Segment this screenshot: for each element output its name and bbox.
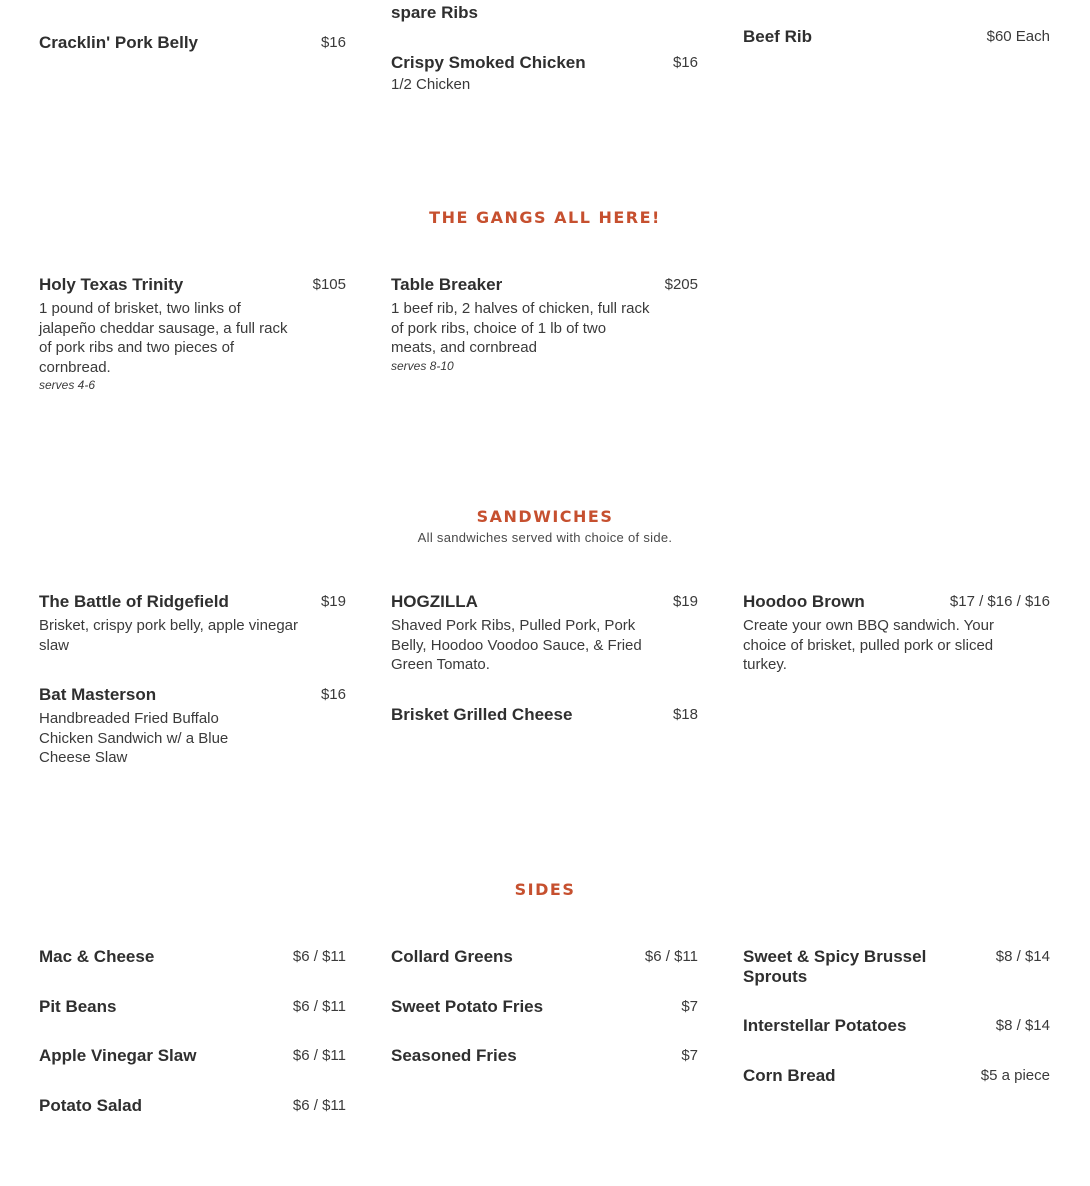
item-price: $19 xyxy=(672,593,698,610)
item-price: $60 Each xyxy=(986,28,1050,45)
menu-item-pork-belly xyxy=(39,33,346,53)
item-name: Pit Beans xyxy=(39,997,117,1016)
item-price: $6 / $11 xyxy=(292,1097,346,1114)
item-name: Brisket Grilled Cheese xyxy=(391,705,573,724)
item-price: $17 / $16 / $16 xyxy=(949,593,1050,610)
item-name: HOGZILLA xyxy=(391,592,478,611)
item-serves-note: serves 8-10 xyxy=(391,358,454,373)
item-price: $8 / $14 xyxy=(995,948,1050,965)
section-title-sides: SIDES xyxy=(514,880,576,899)
menu-item-potato-salad xyxy=(39,1096,346,1116)
item-name: Hoodoo Brown xyxy=(743,592,865,611)
item-name: Table Breaker xyxy=(391,275,503,294)
item-description: Shaved Pork Ribs, Pulled Pork, Pork Belly, Hoodoo Voodoo Sauce, & Fried Green Tomato. xyxy=(391,617,642,673)
item-price: $8 / $14 xyxy=(995,1017,1050,1034)
item-price: $7 xyxy=(681,1047,698,1064)
item-name: Mac & Cheese xyxy=(39,947,155,966)
menu-item-apple-vinegar-slaw xyxy=(39,1046,346,1066)
item-name: Potato Salad xyxy=(39,1096,142,1115)
item-price: $16 xyxy=(672,54,698,71)
item-name: Interstellar Potatoes xyxy=(743,1016,907,1035)
item-name: spare Ribs xyxy=(391,3,478,22)
item-serves-note: serves 4-6 xyxy=(39,378,96,392)
item-name: Beef Rib xyxy=(743,27,812,46)
item-name: Collard Greens xyxy=(391,947,513,966)
item-price: $6 / $11 xyxy=(292,1047,346,1064)
item-name: Bat Masterson xyxy=(39,685,157,704)
item-price: $6 / $11 xyxy=(644,948,698,965)
menu-item-holy-texas-trinity xyxy=(39,275,346,393)
menu-item-seasoned-fries xyxy=(391,1046,698,1066)
menu-item-table-breaker xyxy=(391,275,698,374)
section-title-gangs: THE GANGS ALL HERE! xyxy=(429,208,661,227)
menu-item-spare-ribs xyxy=(391,3,651,23)
item-name: The Battle of Ridgefield xyxy=(39,592,229,611)
item-price: $16 xyxy=(320,686,346,703)
item-description: Handbreaded Fried Buffalo Chicken Sandwich w/ a Blue Cheese Slaw xyxy=(39,710,229,766)
item-price: $18 xyxy=(672,706,698,723)
menu-item-smoked-chicken xyxy=(391,53,698,95)
item-name: Seasoned Fries xyxy=(391,1046,517,1065)
menu-item-pit-beans xyxy=(39,997,346,1017)
menu-item-hogzilla xyxy=(391,592,698,675)
item-description: Create your own BBQ sandwich. Your choice of brisket, pulled pork or sliced turkey. xyxy=(743,617,994,673)
item-price: $6 / $11 xyxy=(292,998,346,1015)
menu-item-bat-masterson xyxy=(39,685,346,768)
item-name: Sweet & Spicy Brussel Sprouts xyxy=(743,947,927,986)
item-price: $205 xyxy=(664,276,698,293)
item-description: 1 pound of brisket, two links of jalapeño cheddar sausage, a full rack of pork ribs and two pieces of cornbread. xyxy=(39,300,288,376)
section-title-sandwiches: SANDWICHES xyxy=(476,507,614,526)
menu-item-interstellar-potatoes xyxy=(743,1016,1050,1036)
menu-item-collard-greens xyxy=(391,947,698,967)
menu-item-corn-bread xyxy=(743,1066,1050,1086)
item-price: $5 a piece xyxy=(980,1067,1050,1084)
item-name: Sweet Potato Fries xyxy=(391,997,544,1016)
item-name: Crispy Smoked Chicken xyxy=(391,53,586,72)
menu-item-beef-rib xyxy=(743,27,1050,47)
menu-item-brussel-sprouts xyxy=(743,947,1050,987)
item-name: Cracklin' Pork Belly xyxy=(39,33,199,52)
item-description: Brisket, crispy pork belly, apple vinegar slaw xyxy=(39,617,298,654)
menu-item-battle-of-ridgefield xyxy=(39,592,346,655)
item-name: Corn Bread xyxy=(743,1066,836,1085)
item-description: 1 beef rib, 2 halves of chicken, full rack of pork ribs, choice of 1 lb of two meats, and cornbread xyxy=(391,300,650,356)
menu-item-mac-and-cheese xyxy=(39,947,346,967)
item-name: Apple Vinegar Slaw xyxy=(39,1046,197,1065)
menu-item-hoodoo-brown xyxy=(743,592,1050,675)
menu-item-sweet-potato-fries xyxy=(391,997,698,1017)
section-subtitle-sandwiches: All sandwiches served with choice of side. xyxy=(417,530,673,545)
item-price: $105 xyxy=(312,276,346,293)
item-price: $7 xyxy=(681,998,698,1015)
menu-item-brisket-grilled-cheese xyxy=(391,705,698,725)
item-price: $16 xyxy=(320,34,346,51)
item-description: 1/2 Chicken xyxy=(391,76,471,93)
item-price: $6 / $11 xyxy=(292,948,346,965)
item-price: $19 xyxy=(320,593,346,610)
item-name: Holy Texas Trinity xyxy=(39,275,184,294)
